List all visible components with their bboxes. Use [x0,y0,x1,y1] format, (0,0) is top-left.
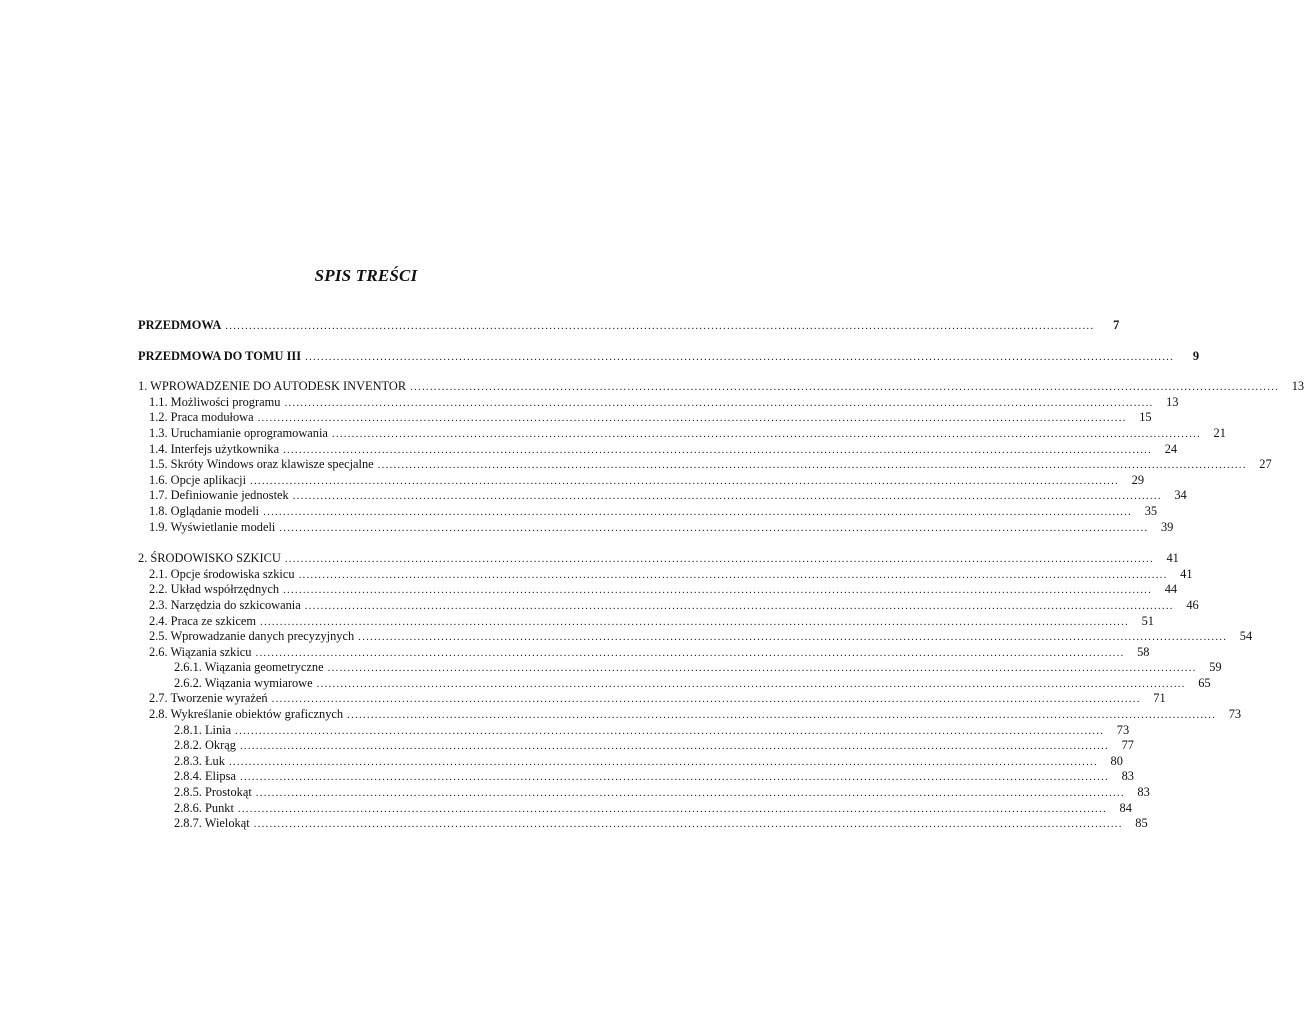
toc-entry-label: 2.8.3. Łuk [174,753,225,768]
toc-leader-dots: ............................................................................................................................................................................................................................ [377,459,1247,472]
toc-entry-label: PRZEDMOWA [138,318,222,332]
toc-entry-label: 2.6.2. Wiązania wymiarowe [174,675,313,690]
toc-entry-label: 1.5. Skróty Windows oraz klawisze specjalne [149,457,374,472]
toc-entry [138,800,1132,817]
toc-leader-dots: ............................................................................................................................................................................................................................ [235,724,1105,737]
toc-entry-label: 2.8.7. Wielokąt [174,816,250,831]
toc-leader-dots: ............................................................................................................................................................................................................................ [305,350,1175,363]
toc-entry-label: 2.8.5. Prostokąt [174,785,252,800]
toc-entry-page-number: 9 [1192,348,1200,363]
toc-entry-label: 1.6. Opcje aplikacji [149,472,247,487]
toc-spacer [138,364,586,379]
toc-entry [138,457,1272,473]
toc-entry-page-number: 84 [1119,800,1132,815]
toc-leader-dots: ............................................................................................................................................................................................................................ [253,818,1123,831]
toc-entry-page-number: 83 [1137,785,1150,800]
toc-entry-page-number: 73 [1228,707,1242,722]
toc-entry-page-number: 41 [1180,566,1193,581]
toc-entry [138,738,1134,754]
toc-entry [138,566,1193,583]
toc-entry-page-number: 54 [1239,629,1253,644]
toc-entry-label: 2.6.1. Wiązania geometryczne [174,660,324,675]
toc-entry [138,644,1150,661]
toc-entry [138,348,1200,365]
toc-entry-page-number: 65 [1198,675,1211,690]
toc-leader-dots: ............................................................................................................................................................................................................................ [284,553,1154,566]
toc-leader-dots: ............................................................................................................................................................................................................................ [237,802,1107,815]
toc-entry-page-number: 15 [1139,410,1152,425]
toc-entry-page-number: 51 [1141,613,1154,628]
toc-leader-dots: ............................................................................................................................................................................................................................ [228,755,1098,768]
toc-entry [138,582,1178,598]
toc-leader-dots: ............................................................................................................................................................................................................................ [271,693,1141,706]
toc-entry-label: 1.9. Wyświetlanie modeli [149,519,276,534]
toc-entry [138,519,1174,536]
toc-leader-dots: ............................................................................................................................................................................................................................ [239,740,1109,753]
toc-entry-page-number: 46 [1186,597,1199,612]
toc-entry-page-number: 24 [1164,441,1178,456]
toc-entry [138,394,1179,411]
toc-entry-page-number: 7 [1113,318,1120,332]
toc-leader-dots: ............................................................................................................................................................................................................................ [327,662,1197,675]
toc-entry-page-number: 58 [1137,644,1150,659]
toc-entry-page-number: 80 [1110,753,1123,768]
toc-entry [138,472,1145,489]
toc-leader-dots: ............................................................................................................................................................................................................................ [283,443,1153,456]
toc-entry [138,551,1179,567]
toc-entry-label: 2.8.4. Elipsa [174,769,236,784]
toc-leader-dots: ............................................................................................................................................................................................................................ [283,584,1153,597]
toc-entry-page-number: 77 [1121,738,1134,753]
toc-leader-dots: ............................................................................................................................................................................................................................ [284,396,1154,409]
toc-entry [138,441,1178,458]
toc-entry-label: 2.6. Wiązania szkicu [149,644,252,659]
toc-entry-label: 2.7. Tworzenie wyrażeń [149,691,268,706]
toc-entry-label: 1.1. Możliwości programu [149,394,281,409]
toc-entry-page-number: 73 [1116,722,1130,737]
toc-entry [138,597,1199,614]
toc-entry [138,785,1150,801]
toc-entry [138,613,1154,630]
toc-entry-page-number: 27 [1259,457,1272,472]
toc-entry-label: 2. ŚRODOWISKO SZKICU [138,551,281,566]
toc-entry-page-number: 59 [1209,660,1222,675]
toc-entry-label: 2.2. Układ współrzędnych [149,582,280,597]
toc-leader-dots: ............................................................................................................................................................................................................................ [410,381,1280,394]
toc-entry-label: 2.4. Praca ze szkicem [149,613,256,628]
toc-entry-label: 2.1. Opcje środowiska szkicu [149,566,295,581]
toc-entry-label: 2.8.2. Okrąg [174,738,236,753]
toc-entry-label: 1.4. Interfejs użytkownika [149,441,280,456]
toc-leader-dots: ............................................................................................................................................................................................................................ [255,646,1125,659]
toc-entry-page-number: 44 [1164,582,1178,597]
toc-entry-label: PRZEDMOWA DO TOMU III [138,348,302,363]
toc-entry-label: 1.3. Uruchamianie oprogramowania [149,425,328,440]
toc-entry [138,660,1222,676]
toc-entry-page-number: 13 [1166,394,1179,409]
toc-entry-label: 2.5. Wprowadzanie danych precyzyjnych [149,629,355,644]
toc-spacer [138,535,586,551]
toc-entry-page-number: 13 [1291,379,1304,394]
toc-leader-dots: ............................................................................................................................................................................................................................ [292,490,1162,503]
toc-leader-dots: ............................................................................................................................................................................................................................ [298,568,1168,581]
toc-entry-label: 2.8.1. Linia [174,722,232,737]
toc-entry-page-number: 39 [1160,519,1174,534]
toc-entry-page-number: 71 [1153,691,1166,706]
toc-entry-label: 2.3. Narzędzia do szkicowania [149,597,301,612]
toc-leader-dots: ............................................................................................................................................................................................................................ [239,771,1109,784]
toc-leader-dots: ............................................................................................................................................................................................................................ [347,709,1217,722]
toc-entry [138,722,1130,739]
toc-entry [138,410,1152,426]
toc-leader-dots: ............................................................................................................................................................................................................................ [316,677,1186,690]
toc-entry [138,816,1148,832]
toc-entry [138,379,1304,395]
toc-entry-page-number: 35 [1144,503,1158,518]
toc-entry [138,503,1158,520]
toc-entry-page-number: 34 [1174,488,1187,503]
toc-entry-page-number: 83 [1121,769,1134,784]
toc-entry-label: 1.7. Definiowanie jednostek [149,488,289,503]
toc-leader-dots: ............................................................................................................................................................................................................................ [279,521,1149,534]
toc-entry [138,753,1123,770]
toc-entry-page-number: 21 [1213,425,1226,440]
toc-entry-page-number: 29 [1131,472,1145,487]
table-of-contents [138,318,1304,832]
toc-entry [138,691,1166,707]
toc-leader-dots: ............................................................................................................................................................................................................................ [331,427,1201,440]
toc-entry [138,769,1134,785]
toc-entry-label: 2.8.6. Punkt [174,800,234,815]
toc-entry [138,675,1211,692]
toc-entry-page-number: 85 [1135,816,1148,831]
toc-leader-dots: ............................................................................................................................................................................................................................ [250,474,1120,487]
toc-leader-dots: ............................................................................................................................................................................................................................ [225,320,1095,332]
toc-entry-label: 1.8. Oglądanie modeli [149,503,260,518]
toc-entry [138,488,1187,504]
toc-entry-label: 2.8. Wykreślanie obiektów graficznych [149,707,344,722]
toc-leader-dots: ............................................................................................................................................................................................................................ [257,412,1127,425]
toc-entry-label: 1.2. Praca modułowa [149,410,254,425]
toc-leader-dots: ............................................................................................................................................................................................................................ [263,505,1133,518]
page-title: SPIS TREŚCI [314,266,418,285]
toc-entry-label: 1. WPROWADZENIE DO AUTODESK INVENTOR [138,379,407,394]
toc-leader-dots: ............................................................................................................................................................................................................................ [358,631,1228,644]
toc-entry [138,425,1226,442]
toc-entry [138,707,1242,723]
toc-spacer [138,334,586,349]
toc-entry [138,318,1120,334]
toc-leader-dots: ............................................................................................................................................................................................................................ [255,787,1125,800]
toc-entry [138,629,1253,645]
toc-entry-page-number: 41 [1166,551,1179,566]
toc-leader-dots: ............................................................................................................................................................................................................................ [260,615,1129,628]
toc-leader-dots: ............................................................................................................................................................................................................................ [304,599,1174,612]
